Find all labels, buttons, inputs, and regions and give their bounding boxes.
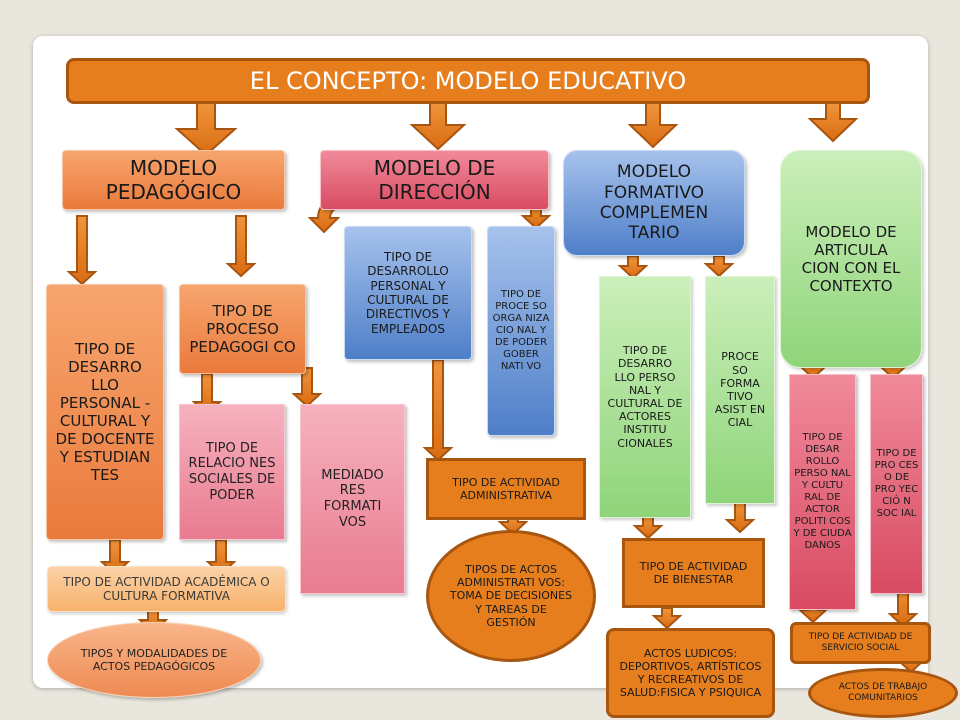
formativo-actos: [606, 628, 775, 718]
direccion-proceso-label: TIPO DE PROCE SO ORGA NIZA CIO NAL Y DE PODER GOBER NATI VO: [492, 289, 550, 372]
articulacion-actos: [808, 668, 958, 718]
arrow-down-icon: [228, 216, 254, 276]
pedagogico-mediadores: [300, 404, 405, 594]
direccion-proceso: [487, 226, 555, 436]
formativo-actividad-label: TIPO DE ACTIVIDAD DE BIENESTAR: [639, 559, 748, 586]
articulacion-proceso: [870, 374, 923, 594]
pedagogico-relaciones-label: TIPO DE RELACIO NES SOCIALES DE PODER: [188, 440, 276, 503]
formativo-desarrollo-label: TIPO DE DESARRO LLO PERSO NAL Y CULTURAL DE ACTORES INSTITU CIONALES: [607, 344, 683, 450]
articulacion-actos-label: ACTOS DE TRABAJO COMUNITARIOS: [838, 682, 928, 703]
pedagogico-actos: [47, 622, 261, 698]
pedagogico-proceso-label: TIPO DE PROCESO PEDAGOGI CO: [189, 302, 296, 356]
pedagogico-proceso: [179, 284, 306, 374]
modelo-direccion-label: MODELO DE DIRECCIÓN: [373, 156, 496, 204]
modelo-articulacion: [780, 150, 922, 368]
modelo-articulacion-label: MODELO DE ARTICULA CION CON EL CONTEXTO: [801, 223, 901, 295]
formativo-desarrollo: [599, 276, 691, 518]
arrow-down-icon: [727, 500, 753, 532]
pedagogico-relaciones: [179, 404, 285, 540]
articulacion-desarrollo: [789, 374, 856, 610]
articulacion-actividad-label: TIPO DE ACTIVIDAD DE SERVICIO SOCIAL: [808, 632, 913, 653]
pedagogico-actividad: [47, 566, 286, 612]
arrow-down-icon: [412, 103, 464, 149]
formativo-proceso: [705, 276, 775, 504]
pedagogico-actividad-label: TIPO DE ACTIVIDAD ACADÉMICA O CULTURA FORMATIVA: [63, 574, 270, 603]
modelo-formativo-label: MODELO FORMATIVO COMPLEMEN TARIO: [599, 162, 709, 244]
direccion-desarrollo: [344, 226, 472, 360]
arrow-down-icon: [635, 516, 661, 538]
arrow-down-icon: [810, 103, 856, 141]
modelo-formativo: [563, 150, 745, 256]
articulacion-proceso-label: TIPO DE PRO CES O DE PRO YEC CIÓ N SOC IAL: [874, 448, 919, 519]
page-title: [66, 58, 870, 104]
page-title-text: EL CONCEPTO: MODELO EDUCATIVO: [249, 66, 687, 95]
arrow-down-icon: [630, 103, 676, 147]
modelo-pedagogico-label: MODELO PEDAGÓGICO: [105, 156, 242, 204]
direccion-actividad: [426, 458, 586, 520]
articulacion-desarrollo-label: TIPO DE DESAR ROLLO PERSO NAL Y CULTU RAL DE ACTOR POLITI COS Y DE CIUDA DANOS: [793, 432, 852, 551]
arrow-down-icon: [177, 103, 235, 155]
articulacion-actividad: [790, 622, 931, 664]
modelo-direccion: [320, 150, 549, 210]
arrow-down-icon: [706, 256, 732, 276]
arrow-down-icon: [620, 256, 646, 278]
direccion-actos-label: TIPOS DE ACTOS ADMINISTRATI VOS: TOMA DE DECISIONES Y TAREAS DE GESTIÓN: [449, 563, 573, 629]
direccion-actos: [426, 530, 596, 662]
formativo-actos-label: ACTOS LUDICOS: DEPORTIVOS, ARTÍSTICOS Y RECREATIVOS DE SALUD:FISICA Y PSIQUICA: [619, 646, 762, 700]
pedagogico-desarrollo: [46, 284, 164, 540]
arrow-down-icon: [425, 360, 451, 460]
arrow-down-icon: [69, 216, 95, 284]
pedagogico-desarrollo-label: TIPO DE DESARRO LLO PERSONAL - CULTURAL Y DE DOCENTE Y ESTUDIAN TES: [55, 340, 155, 484]
direccion-actividad-label: TIPO DE ACTIVIDAD ADMINISTRATIVA: [452, 475, 560, 502]
formativo-proceso-label: PROCE SO FORMA TIVO ASIST EN CIAL: [714, 350, 766, 430]
direccion-desarrollo-label: TIPO DE DESARROLLO PERSONAL Y CULTURAL DE DIRECTIVOS Y EMPLEADOS: [365, 249, 451, 336]
arrow-down-icon: [654, 608, 680, 628]
formativo-actividad: [622, 538, 765, 608]
pedagogico-actos-label: TIPOS Y MODALIDADES DE ACTOS PEDAGÓGICOS: [80, 646, 228, 673]
modelo-pedagogico: [62, 150, 285, 210]
pedagogico-mediadores-label: MEDIADO RES FORMATI VOS: [321, 467, 384, 530]
